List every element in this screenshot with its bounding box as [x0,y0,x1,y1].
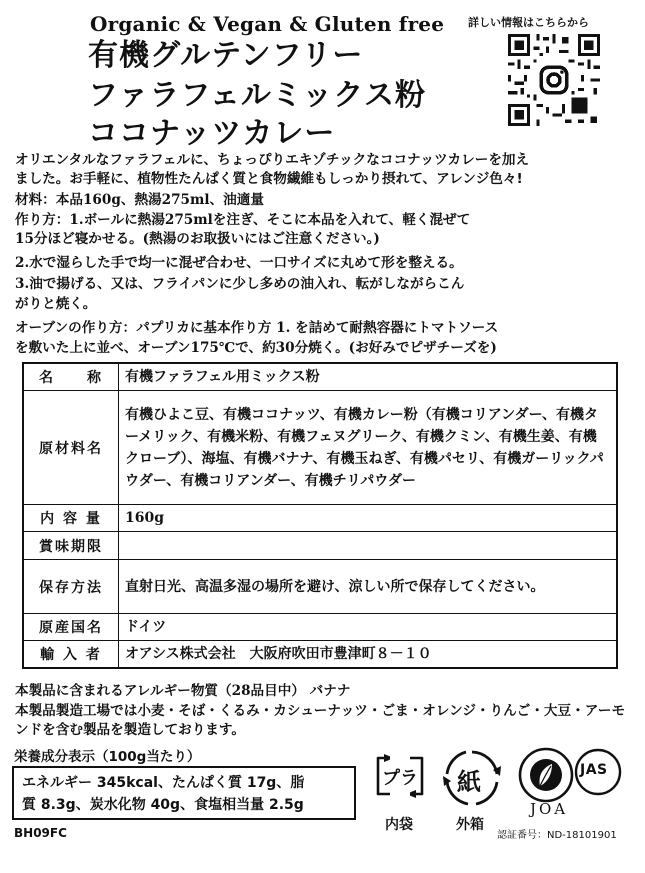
title-line-2: ファラフェルミックス粉 [88,78,426,113]
nutrition-box [12,766,356,820]
paper-glyph: 紙 [457,767,481,796]
product-code: BH09FC [14,826,67,840]
step-line-2: 15分ほど寝かせる。(熱湯のお取扱いにはご注意ください。) [15,231,380,247]
row-value-best-before [119,532,618,560]
oven-line-1: オーブンの作り方：パプリカに基本作り方 1. を詰めて耐熱容器にトマトソース [15,320,499,336]
row-label-best-before: 賞味期限 [23,532,119,560]
step-line-4: 3.油で揚げる、又は、フライパンに少し多めの油入れ、転がしながらこん [15,276,465,292]
row-label-ingredients: 原材料名 [23,391,119,505]
intro-line-1: オリエンタルなファラフェルに、ちょっぴりエキゾチックなココナッツカレーを加え [15,152,530,168]
allergy-block [15,682,635,741]
oven-line-2: を敷いた上に並べ、オーブン175℃で、約30分焼く。(お好みでピザチーズを) [15,340,497,356]
table-row [23,560,617,614]
table-row [23,363,617,391]
intro-line-2: ました。お手軽に、植物性たんぱく質と食物繊維もしっかり摂れて、アレンジ色々! [15,171,523,187]
title-line-3: ココナッツカレー [88,116,336,151]
row-value-importer: オアシス株式会社 大阪府吹田市豊津町８－１０ [119,641,618,669]
table-row [23,505,617,532]
row-value-storage: 直射日光、高温多湿の場所を避け、涼しい所で保存してください。 [119,560,618,614]
row-label-content: 内 容 量 [23,505,119,532]
row-value-content: 160g [119,505,618,532]
step-line-3: 2.水で湿らした手で均一に混ぜ合わせ、一口サイズに丸めて形を整える。 [15,255,463,271]
pla-caption: 内袋 [385,817,413,833]
english-subtitle: Organic & Vegan & Gluten free [90,12,445,36]
table-row [23,641,617,669]
product-info-table [22,362,618,669]
allergy-line-2: 本製品製造工場では小麦・そば・くるみ・カシューナッツ・ごま・オレンジ・りんご・大豆・アーモンドを含む製品を製造しております。 [15,702,626,738]
instagram-icon [540,66,568,94]
row-value-ingredients: 有機ひよこ豆、有機ココナッツ、有機カレー粉（有機コリアンダー、有機ターメリック、有機米粉、有機フェヌグリーク、有機クミン、有機生姜、有機クローブ）、海塩、有機バナナ、有機玉ねぎ、有機パセリ、有機ガーリックパウダー、有機コリアンダー、有機チリパウダー [119,391,618,505]
row-value-name: 有機ファラフェル用ミックス粉 [119,363,618,391]
row-label-importer: 輸 入 者 [23,641,119,669]
table-row [23,532,617,560]
jas-org: JOA [530,800,569,818]
pla-glyph: プラ [382,768,418,789]
step-line-1: 作り方：1.ボールに熱湯275mlを注ぎ、そこに本品を入れて、軽く混ぜて [15,212,471,228]
nutrition-line-1: エネルギー 345kcal、たんぱく質 17g、脂 [22,775,305,791]
paper-caption: 外箱 [456,817,484,833]
ingredients-line: 材料：本品160g、熱湯275ml、油適量 [15,192,264,208]
allergy-line-1: 本製品に含まれるアレルギー物質（28品目中） バナナ [15,683,351,699]
qr-caption: 詳しい情報はこちらから [468,16,589,29]
row-label-origin: 原産国名 [23,614,119,641]
row-label-name: 名 称 [23,363,119,391]
table-row [23,614,617,641]
nutrition-title: 栄養成分表示（100g当たり） [14,749,201,765]
step-line-5: がりと焼く。 [15,296,97,312]
jas-cert-number: 認証番号：ND-18101901 [497,830,617,841]
jas-mark-text: JAS [580,762,608,778]
nutrition-line-2: 質 8.3g、炭水化物 40g、食塩相当量 2.5g [22,797,304,813]
row-label-storage: 保存方法 [23,560,119,614]
row-value-origin: ドイツ [119,614,618,641]
title-line-1: 有機グルテンフリー [88,38,364,73]
table-row [23,391,617,505]
